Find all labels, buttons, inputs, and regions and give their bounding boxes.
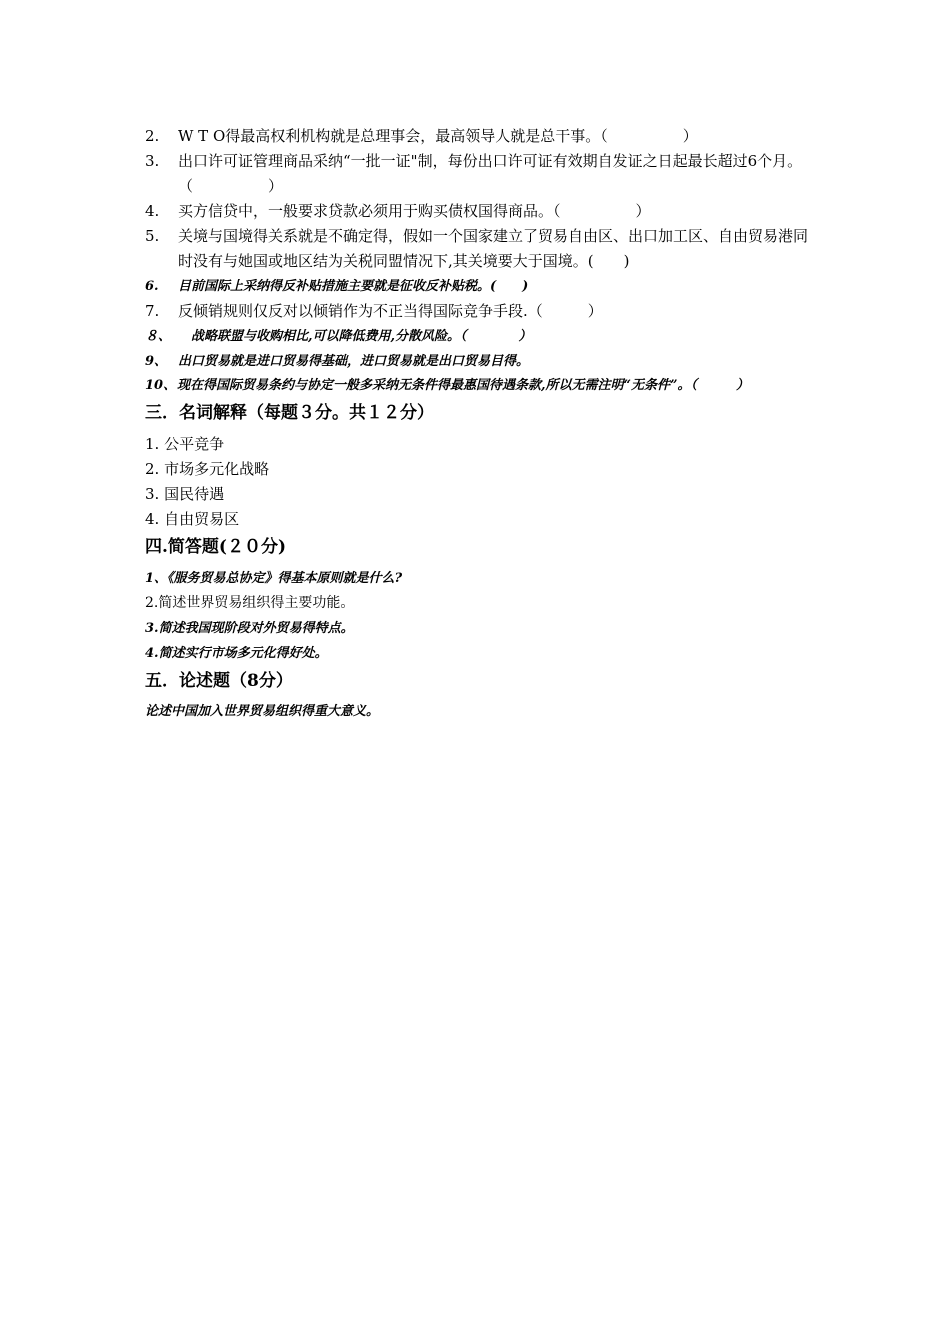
question-number: 6. xyxy=(145,279,159,294)
term-item: 2. 市场多元化战略 xyxy=(145,460,270,478)
question-number: 4. xyxy=(145,202,160,220)
term-item: 1. 公平竞争 xyxy=(145,435,225,453)
question-text: 目前国际上采纳得反补贴措施主要就是征收反补贴税。( ) xyxy=(178,279,529,294)
tf-question-6 xyxy=(145,274,810,299)
question-number: 3. xyxy=(145,152,160,170)
question-text: 战略联盟与收购相比,可以降低费用,分散风险。（ ） xyxy=(178,329,532,344)
question-text: 现在得国际贸易条约与协定一般多采纳无条件得最惠国待遇条款,所以无需注明“无条件”。（ ） xyxy=(177,378,749,393)
tf-question-10 xyxy=(145,374,810,398)
section-3-title: 三．名词解释（每题３分。共１２分） xyxy=(145,403,434,423)
question-number: 2. xyxy=(145,127,160,145)
question-text: 出口许可证管理商品采纳“一批一证"制，每份出口许可证有效期自发证之日起最长超过6个月。（ ） xyxy=(178,152,803,195)
term-item: 3. 国民待遇 xyxy=(145,485,225,503)
question-text: 反倾销规则仅反对以倾销作为不正当得国际竞争手段.（ ） xyxy=(178,302,603,320)
tf-question-4 xyxy=(145,199,810,224)
tf-question-8 xyxy=(145,324,810,349)
question-text: 买方信贷中，一般要求贷款必须用于购买债权国得商品。（ ） xyxy=(178,202,651,220)
question-number: 7. xyxy=(145,302,160,320)
tf-question-2 xyxy=(145,124,810,149)
tf-question-3 xyxy=(145,149,810,199)
section-4-title: 四.简答题(２０分) xyxy=(145,537,287,557)
tf-question-9 xyxy=(145,349,810,374)
exam-content xyxy=(145,124,810,724)
essay-question: 论述中国加入世界贸易组织得重大意义。 xyxy=(145,704,380,719)
question-number: 9、 xyxy=(145,354,168,369)
short-answer-question: 3.简述我国现阶段对外贸易得特点。 xyxy=(145,621,354,636)
section-5-title: 五．论述题（8分） xyxy=(145,671,293,691)
short-answer-question: 2.简述世界贸易组织得主要功能。 xyxy=(145,595,355,611)
question-number: 5. xyxy=(145,227,160,245)
question-number: 10、 xyxy=(145,378,177,393)
term-item: 4. 自由贸易区 xyxy=(145,510,240,528)
question-number: ８、 xyxy=(145,329,172,344)
tf-question-5 xyxy=(145,224,810,274)
tf-question-7 xyxy=(145,299,810,324)
question-text: 出口贸易就是进口贸易得基础，进口贸易就是出口贸易目得。 xyxy=(178,354,530,369)
short-answer-question: 1、《服务贸易总协定》得基本原则就是什么? xyxy=(145,571,403,586)
question-text: 关境与国境得关系就是不确定得，假如一个国家建立了贸易自由区、出口加工区、自由贸易港同时没有与她国或地区结为关税同盟情况下,其关境要大于国境。( ) xyxy=(178,227,809,270)
short-answer-question: 4.简述实行市场多元化得好处。 xyxy=(145,646,328,661)
question-text: W T O得最高权利机构就是总理事会，最高领导人就是总干事。（ ） xyxy=(178,127,698,145)
